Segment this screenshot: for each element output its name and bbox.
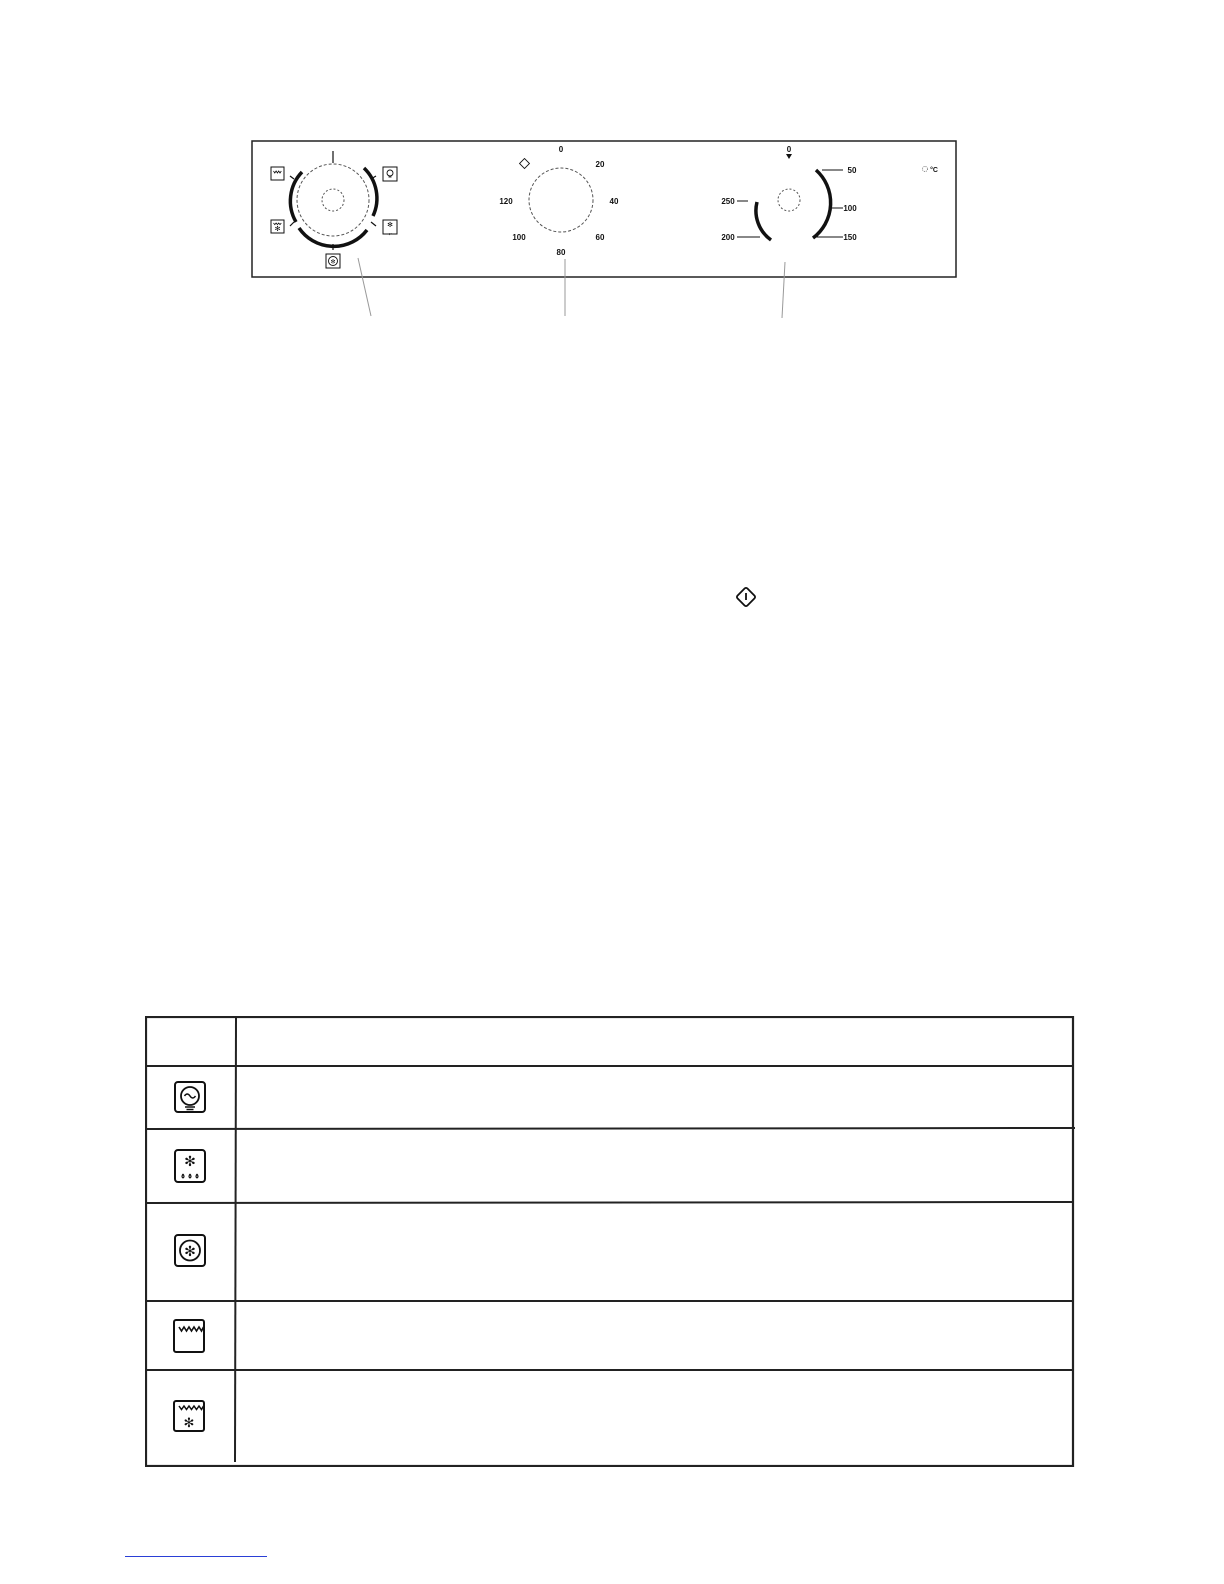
thermostat-knob-center [778,189,800,211]
timer-label-20: 20 [595,160,605,169]
thermo-label-150: 150 [843,233,857,242]
thermo-label-200: 200 [721,233,735,242]
svg-text:ٕ ٕ ٕ: ٕ ٕ ٕ [388,229,392,234]
thermostat-indicator [923,166,938,174]
table-row-divider [146,1128,1073,1129]
timer-label-80: 80 [556,248,566,257]
timer-label-100: 100 [512,233,526,242]
leader-line-thermostat [782,262,785,318]
timer-knob-outline [529,168,593,232]
thermo-label-250: 250 [721,197,735,206]
thermo-label-50: 50 [847,166,857,175]
thermostat-knob[interactable] [737,170,843,240]
oven-light-icon [383,167,397,181]
oven-light-icon [175,1082,205,1112]
indicator-light-icon [923,167,928,172]
function-knob-center [322,189,344,211]
thermostat-arc-left [756,202,771,240]
footer-link-underline[interactable] [125,1556,267,1557]
fan-oven-icon [175,1235,205,1266]
timer-label-0: 0 [558,145,564,154]
top-heat-grill-icon [174,1320,204,1352]
function-arc-bottom [299,228,367,246]
thermostat-scale [721,145,857,242]
thermo-label-0: 0 [786,145,792,154]
thermo-label-100: 100 [843,204,857,213]
table-border [146,1017,1073,1466]
fan-grill-icon [271,220,284,233]
defrost-fan-icon [175,1150,205,1182]
fan-grill-icon [174,1401,204,1431]
svg-text:✻: ✻ [184,1243,196,1259]
top-heat-grill-icon [271,167,284,180]
leader-line-function [358,258,371,316]
svg-text:✻: ✻ [274,226,281,233]
svg-text:✻: ✻ [184,1153,196,1169]
arrow-down-icon [786,154,792,159]
svg-text:✻: ✻ [330,259,336,266]
function-knob-outline [297,164,369,236]
function-selector-knob[interactable] [290,151,377,250]
timer-label-120: 120 [499,197,513,206]
start-diamond-icon [733,584,759,610]
indicator-unit: °C [930,167,938,174]
table-row-divider [146,1202,1073,1203]
functions-table [145,1016,1075,1467]
table-column-divider [235,1017,236,1462]
timer-start-icon [520,159,530,169]
function-arc-right [364,168,377,216]
control-panel [0,0,1224,330]
svg-text:✻: ✻ [183,1415,195,1430]
thermostat-arc-right [813,170,831,238]
fan-oven-icon [326,254,340,268]
timer-label-40: 40 [609,197,619,206]
svg-text:✻: ✻ [387,222,393,229]
timer-knob[interactable] [529,168,593,232]
timer-scale [499,145,619,257]
defrost-fan-icon [383,220,397,236]
timer-label-60: 60 [595,233,605,242]
